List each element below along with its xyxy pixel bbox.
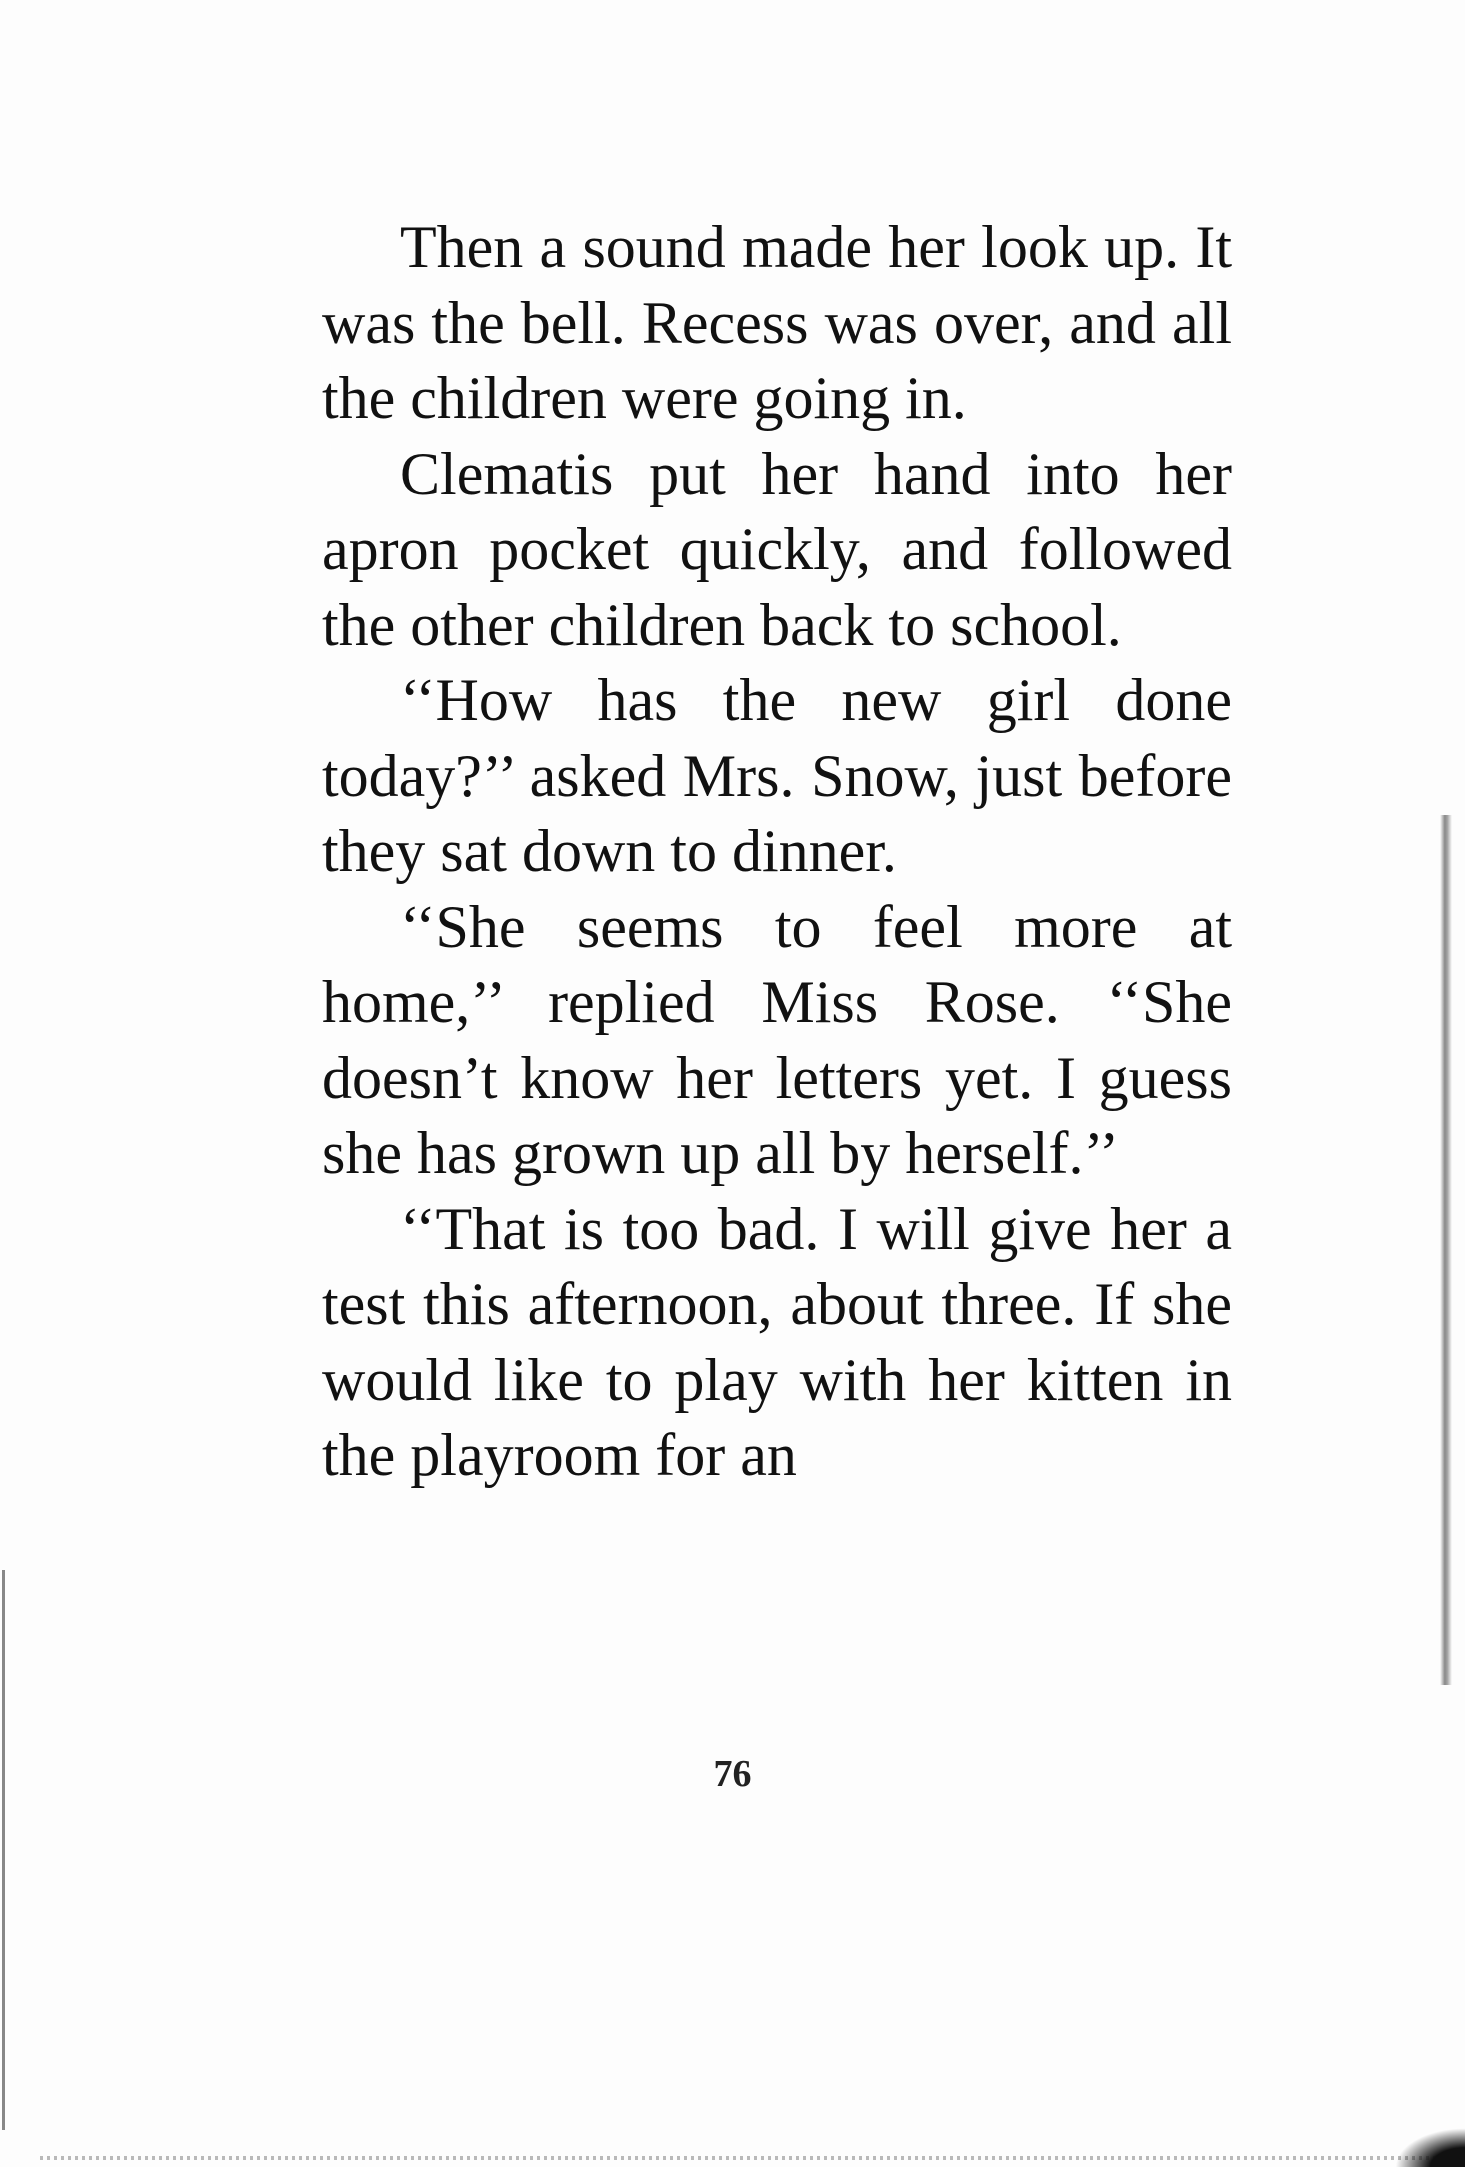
scan-edge-dots-bottom bbox=[40, 2156, 1460, 2160]
paragraph: Then a sound made her look up. It was the bell. Recess was over, and all the children were going in. bbox=[322, 214, 1232, 431]
scan-edge-line-left bbox=[2, 1570, 5, 2130]
scan-corner-smudge bbox=[1395, 2128, 1465, 2167]
page-number: 76 bbox=[713, 1753, 752, 1795]
body-text bbox=[322, 210, 1232, 1494]
paragraph: Clematis put her hand into her apron pocket quickly, and followed the other children back to school. bbox=[322, 440, 1232, 658]
scan-edge-shadow-right bbox=[1440, 815, 1452, 1685]
paragraph: ‘‘That is too bad. I will give her a test this afternoon, about three. If she would like to play with her kitten in the playroom for an bbox=[322, 1195, 1232, 1488]
paragraph: ‘‘How has the new girl done today?’’ asked Mrs. Snow, just before they sat down to dinner. bbox=[322, 667, 1232, 884]
paragraph: ‘‘She seems to feel more at home,’’ replied Miss Rose. ‘‘She doesn’t know her letters yet. I guess she has grown up all by herself.’’ bbox=[322, 893, 1232, 1186]
